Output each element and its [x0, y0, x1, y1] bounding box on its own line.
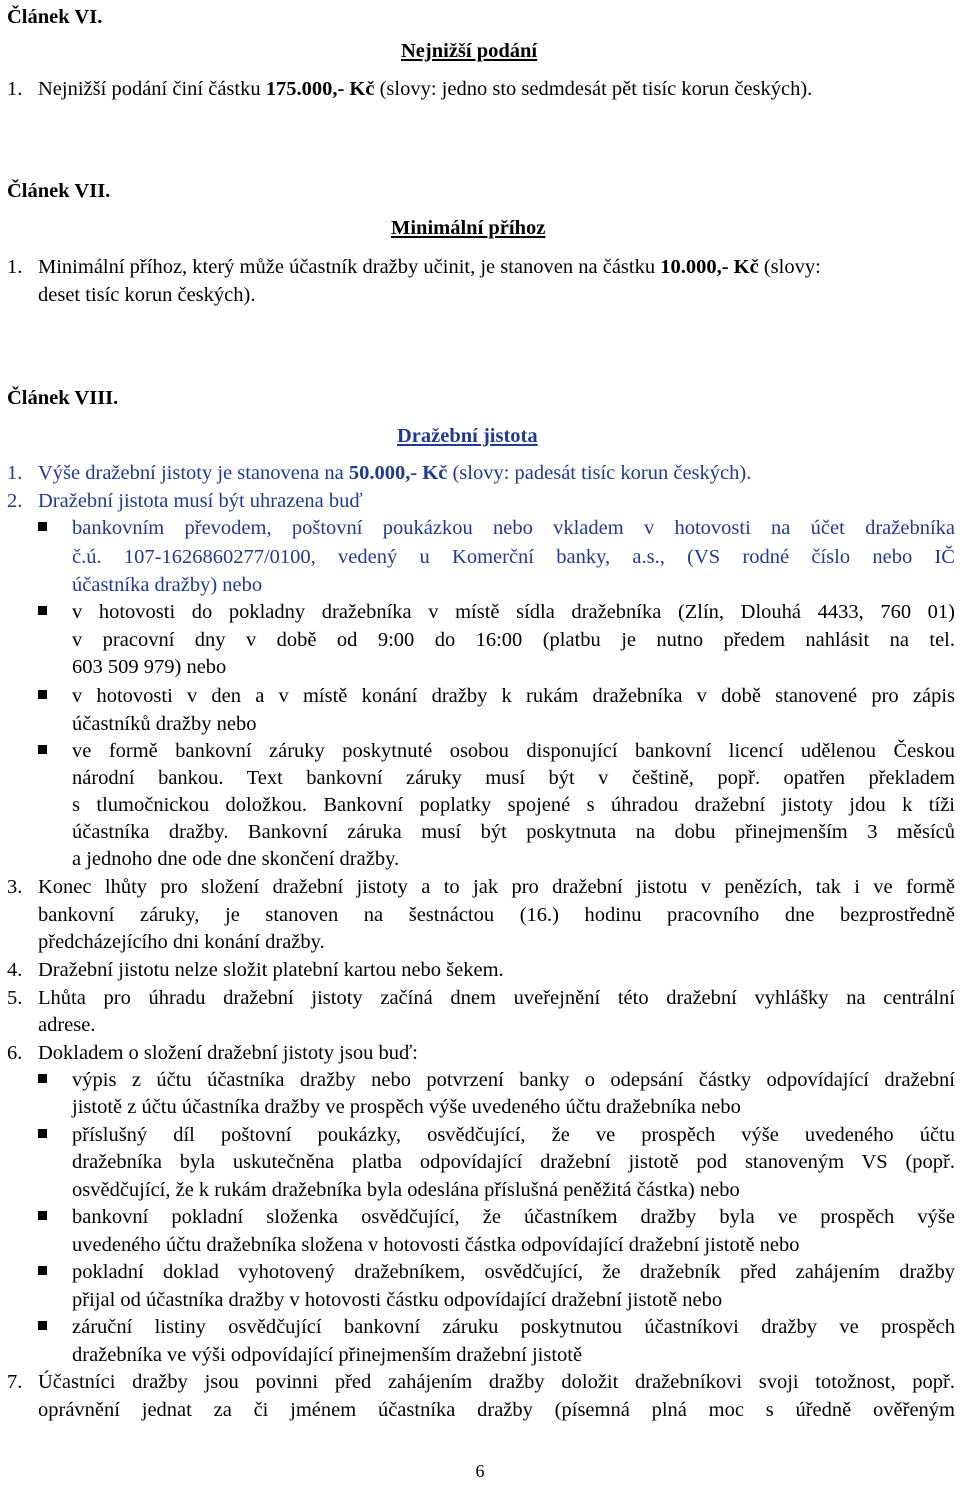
bullet-square-icon [38, 606, 47, 615]
item-number: 1. [7, 462, 23, 484]
amount: 10.000,- Kč [660, 256, 759, 278]
text: (slovy: jedno sto sedmdesát pět tisíc korun českých). [374, 78, 813, 100]
item-number: 5. [7, 987, 23, 1009]
bullet-line: ve formě bankovní záruky poskytnuté osobou disponující bankovní licencí udělenou Českou [72, 740, 955, 762]
article-6-title: Nejnižší podání [401, 40, 538, 62]
bullet-line: výpis z účtu účastníka dražby nebo potvrzení banky o odepsání částky odpovídající dražební [72, 1069, 955, 1091]
article-6-paragraph-1 [38, 76, 812, 103]
amount: 50.000,- Kč [348, 462, 448, 484]
bullet-line: účastníka dražby) nebo [72, 574, 263, 596]
bullet-line: uvedeného účtu dražebníka složena v hotovosti částka odpovídající dražební jistotě nebo [72, 1234, 800, 1256]
item-number: 2. [7, 490, 23, 512]
bullet-line: přijal od účastníka dražby v hotovosti částku odpovídající dražební jistotě nebo [72, 1289, 723, 1311]
article-8-heading: Článek VIII. [7, 387, 119, 409]
bullet-line: a jednoho dne ode dne skončení dražby. [72, 848, 400, 870]
item-number: 1. [7, 78, 23, 100]
bullet-square-icon [38, 522, 47, 531]
bullet-line: bankovním převodem, poštovní poukázkou nebo vkladem v hotovosti na účet dražebníka [72, 517, 955, 539]
bullet-line: záruční listiny osvědčující bankovní záruku poskytnutou účastníkovi dražby ve prospěch [72, 1316, 955, 1338]
paragraph-line: předcházejícího dni konání dražby. [38, 931, 325, 953]
item-number: 1. [7, 256, 23, 278]
bullet-line: dražebníka ve výši odpovídající přinejmenším dražební jistotě [72, 1344, 583, 1366]
paragraph-line: Účastníci dražby jsou povinni před zahájením dražby doložit dražebníkovi svoji totožnost, popř. [38, 1371, 955, 1393]
bullet-square-icon [38, 1211, 47, 1220]
paragraph-line: Dokladem o složení dražební jistoty jsou buď: [38, 1042, 418, 1064]
bullet-line: pokladní doklad vyhotovený dražebníkem, osvědčující, že dražebník před zahájením dražby [72, 1261, 955, 1283]
bullet-line: příslušný díl poštovní poukázky, osvědčující, že ve prospěch výše uvedeného účtu [72, 1124, 955, 1146]
text: Nejnižší podání činí částku [38, 78, 266, 100]
article-7-paragraph-1-line-2: deset tisíc korun českých). [38, 284, 256, 306]
paragraph-line: bankovní záruky, je stanoven na šestnáctou (16.) hodinu pracovního dne bezprostředně [38, 904, 955, 926]
bullet-square-icon [38, 1266, 47, 1275]
article-7-paragraph-1-line-1 [38, 254, 821, 281]
paragraph-line: Dražební jistotu nelze složit platební kartou nebo šekem. [38, 959, 504, 981]
article-7-heading: Článek VII. [7, 180, 111, 202]
article-8-paragraph-1 [38, 460, 751, 487]
bullet-square-icon [38, 690, 47, 699]
bullet-line: v hotovosti v den a v místě konání dražby k rukám dražebníka v době stanovené pro zápis [72, 685, 955, 707]
text: Výše dražební jistoty je stanovena na [38, 462, 349, 484]
text: (slovy: [758, 256, 821, 278]
page-number: 6 [475, 1461, 485, 1481]
article-6-heading: Článek VI. [7, 6, 103, 28]
bullet-line: účastníka dražby. Bankovní záruka musí být poskytnuta na dobu přinejmenším 3 měsíců [72, 821, 955, 843]
item-number: 7. [7, 1371, 23, 1393]
paragraph-line: Lhůta pro úhradu dražební jistoty začíná dnem uveřejnění této dražební vyhlášky na centrální [38, 987, 955, 1009]
item-number: 3. [7, 876, 23, 898]
bullet-square-icon [38, 745, 47, 754]
bullet-square-icon [38, 1321, 47, 1330]
bullet-line: č.ú. 107-1626860277/0100, vedený u Komerční banky, a.s., (VS rodné číslo nebo IČ [72, 546, 955, 568]
bullet-line: jistotě z účtu účastníka dražby ve prospěch výše uvedeného účtu dražebníka nebo [72, 1096, 741, 1118]
article-8-paragraph-2: Dražební jistota musí být uhrazena buď [38, 490, 363, 512]
bullet-line: 603 509 979) nebo [72, 656, 227, 678]
paragraph-line: Konec lhůty pro složení dražební jistoty a to jak pro dražební jistotu v penězích, tak i ve formě [38, 876, 955, 898]
article-7-title: Minimální příhoz [391, 217, 546, 239]
bullet-line: osvědčující, že k rukám dražebníka byla odeslána příslušná peněžitá částka) nebo [72, 1179, 740, 1201]
text: (slovy: padesát tisíc korun českých). [447, 462, 752, 484]
text: Minimální příhoz, který může účastník dražby učinit, je stanoven na částku [38, 256, 661, 278]
item-number: 4. [7, 959, 23, 981]
item-number: 6. [7, 1042, 23, 1064]
bullet-square-icon [38, 1129, 47, 1138]
paragraph-line: adrese. [38, 1014, 96, 1036]
bullet-line: s tlumočnickou doložkou. Bankovní poplatky spojené s úhradou dražební jistoty jdou k tíži [72, 794, 955, 816]
bullet-line: dražebníka byla uskutečněna platba odpovídající dražební jistotě pod stanoveným VS (popř. [72, 1151, 955, 1173]
bullet-line: bankovní pokladní složenka osvědčující, že účastníkem dražby byla ve prospěch výše [72, 1206, 955, 1228]
bullet-line: národní bankou. Text bankovní záruky musí být v češtině, popř. opatřen překladem [72, 767, 955, 789]
bullet-line: účastníků dražby nebo [72, 713, 257, 735]
paragraph-line: oprávnění jednat za či jménem účastníka dražby (písemná plná moc s úředně ověřeným [38, 1399, 955, 1421]
article-8-title: Dražební jistota [397, 425, 538, 447]
bullet-line: v hotovosti do pokladny dražebníka v místě sídla dražebníka (Zlín, Dlouhá 4433, 760 01) [72, 601, 955, 623]
bullet-line: v pracovní dny v době od 9:00 do 16:00 (platbu je nutno předem nahlásit na tel. [72, 629, 955, 651]
bullet-square-icon [38, 1074, 47, 1083]
amount: 175.000,- Kč [265, 78, 375, 100]
